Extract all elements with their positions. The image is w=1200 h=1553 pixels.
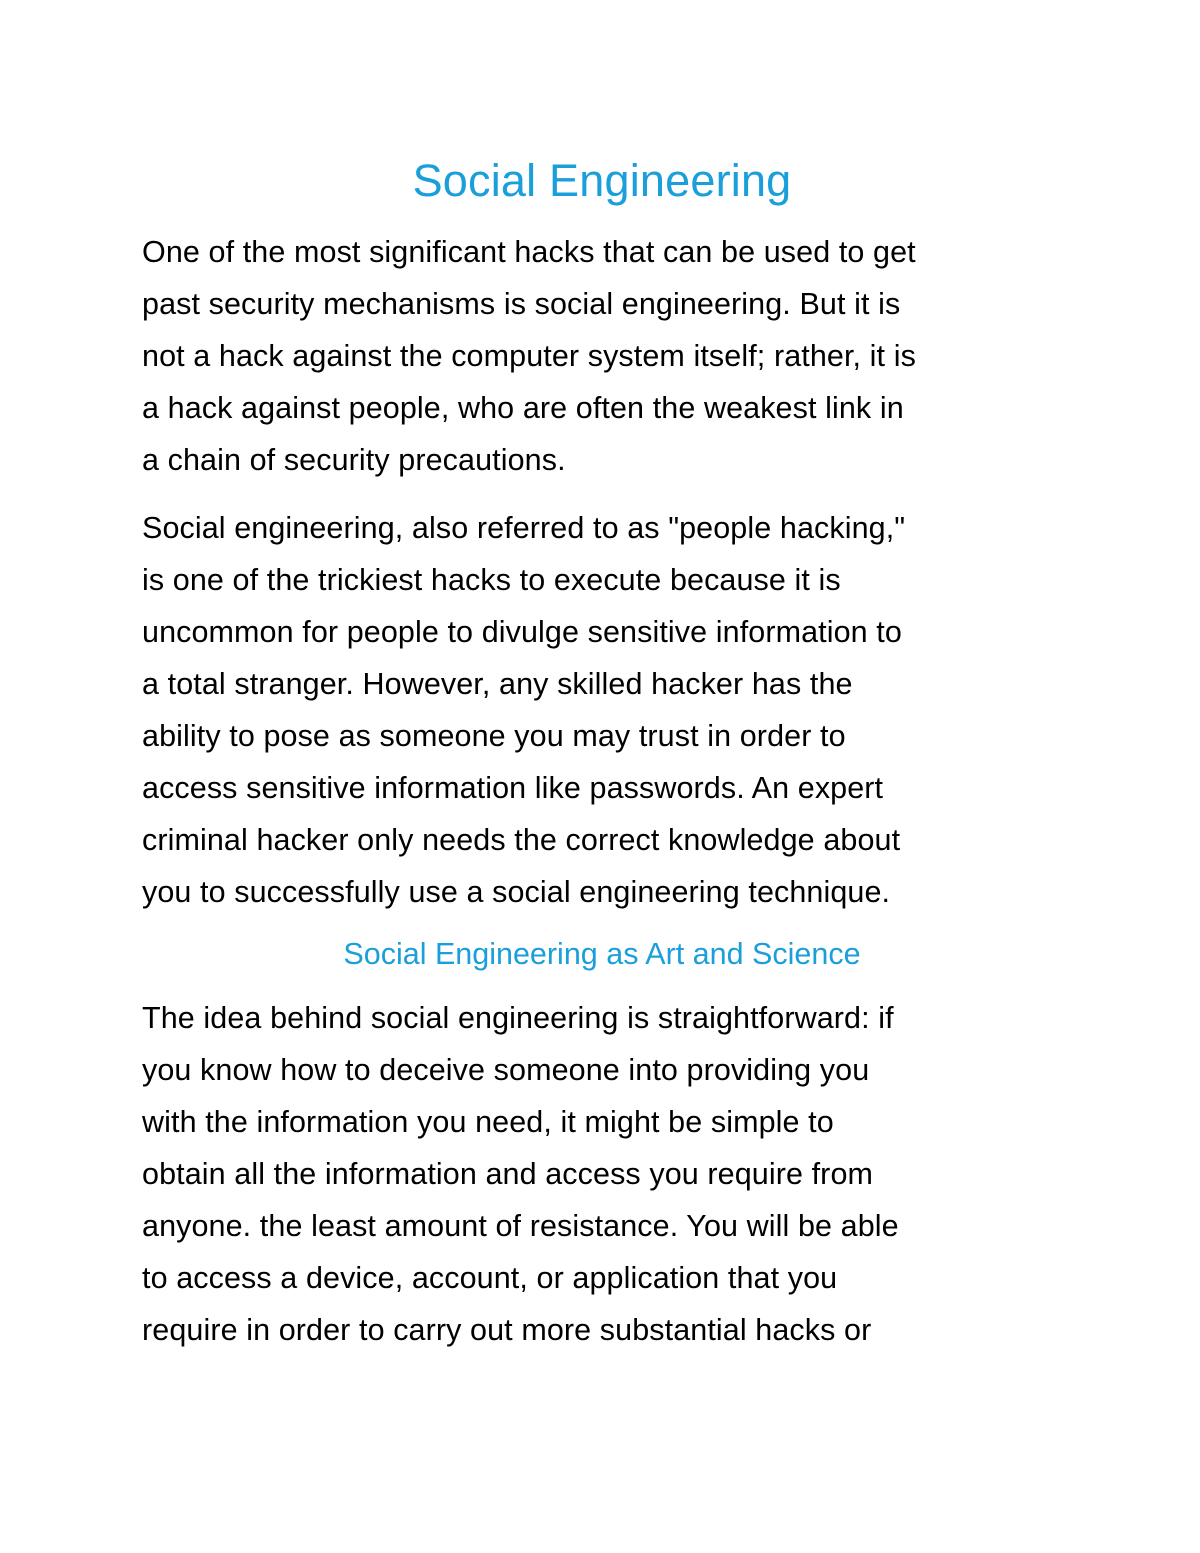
text-line: a total stranger. However, any skilled hacker has the [142,667,853,701]
text-line: not a hack against the computer system itself; rather, it is [142,339,916,373]
text-line: require in order to carry out more substantial hacks or [142,1313,872,1347]
text-line: you to successfully use a social engineering technique. [142,875,891,909]
paragraph-idea [142,992,1062,1356]
paragraph-intro [142,226,1062,486]
text-line: you know how to deceive someone into providing you [142,1053,870,1087]
text-line: is one of the trickiest hacks to execute because it is [142,563,841,597]
text-line: Social engineering, also referred to as "people hacking," [142,511,906,545]
text-line: anyone. the least amount of resistance. You will be able [142,1209,899,1243]
text-line: a chain of security precautions. [142,443,566,477]
paragraph-people-hacking [142,502,1062,918]
text-line: criminal hacker only needs the correct knowledge about [142,823,901,857]
text-line: a hack against people, who are often the weakest link in [142,391,904,425]
text-line: The idea behind social engineering is straightforward: if [142,1001,894,1035]
text-line: with the information you need, it might be simple to [142,1105,834,1139]
document-content [142,148,1062,1356]
section-subheading: Social Engineering as Art and Science [343,937,861,971]
text-line: to access a device, account, or application that you [142,1261,838,1295]
text-line: past security mechanisms is social engineering. But it is [142,287,901,321]
document-title: Social Engineering [412,155,792,206]
text-line: uncommon for people to divulge sensitive information to [142,615,902,649]
text-line: access sensitive information like passwords. An expert [142,771,884,805]
text-line: ability to pose as someone you may trust in order to [142,719,846,753]
text-line: One of the most significant hacks that can be used to get [142,235,916,269]
text-line: obtain all the information and access you require from [142,1157,874,1191]
